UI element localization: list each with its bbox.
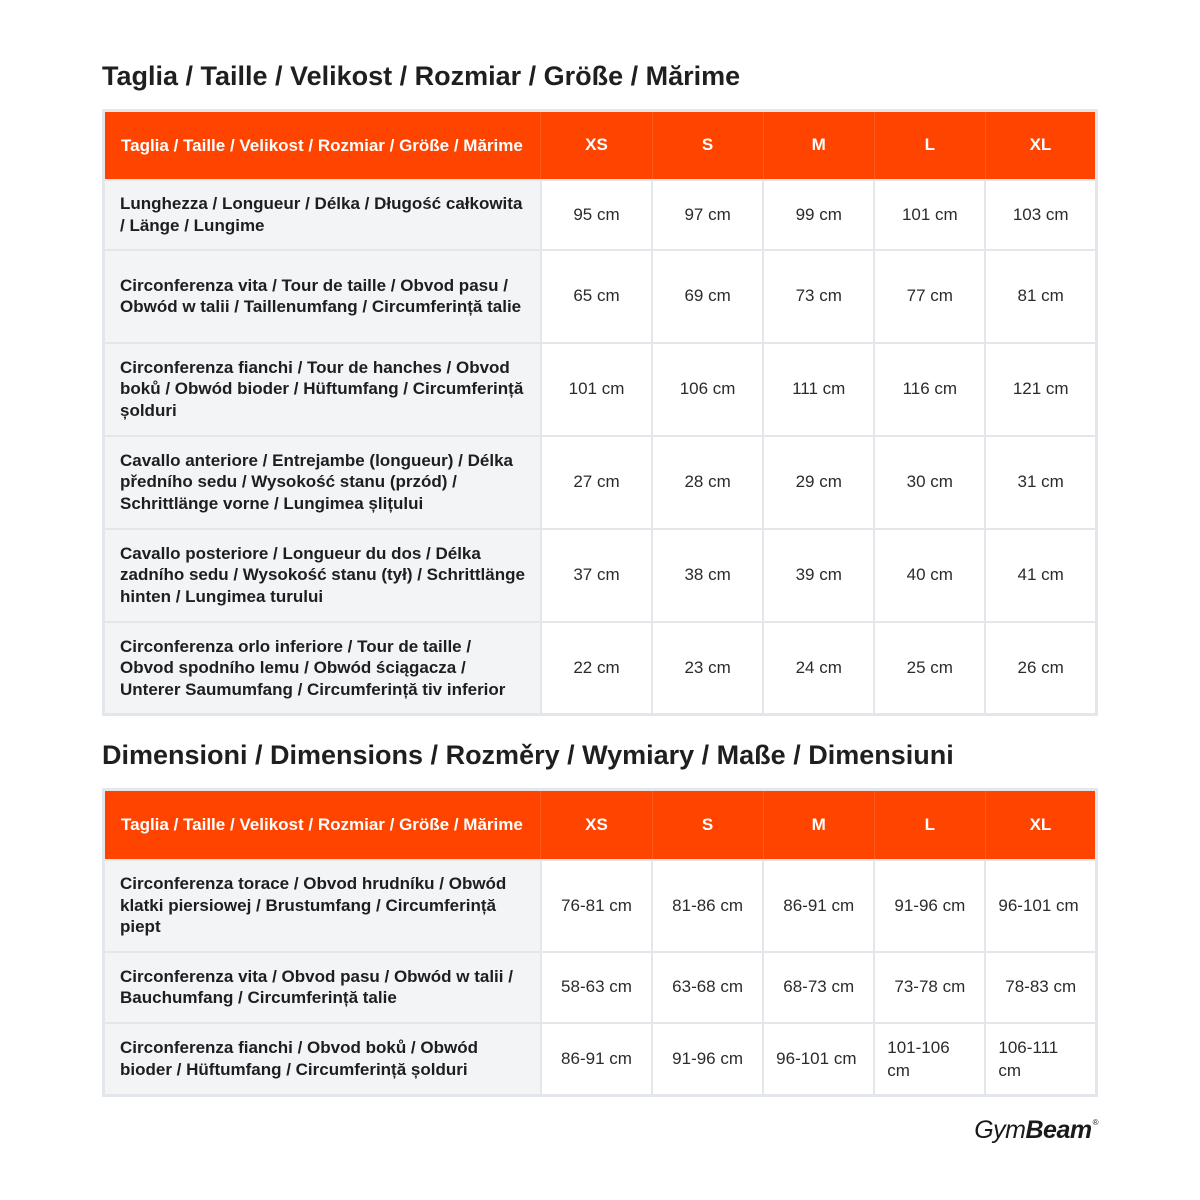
table-row (104, 343, 1097, 436)
cell-value: 96-101 cm (985, 860, 1096, 952)
cell-value: 103 cm (985, 180, 1096, 250)
header-label: Taglia / Taille / Velikost / Rozmiar / Größe / Mărime (104, 111, 541, 180)
cell-value: 37 cm (541, 529, 652, 622)
cell-value: 73-78 cm (874, 952, 985, 1023)
table-header-row (104, 790, 1097, 860)
cell-value: 97 cm (652, 180, 763, 250)
cell-value: 41 cm (985, 529, 1096, 622)
cell-value: 58-63 cm (541, 952, 652, 1023)
cell-value: 40 cm (874, 529, 985, 622)
row-label: Circonferenza fianchi / Tour de hanches / Obvod boků / Obwód bioder / Hüftumfang / Circumferință șolduri (104, 343, 541, 436)
table-row (104, 952, 1097, 1023)
cell-value: 26 cm (985, 622, 1096, 715)
header-size-xl: XL (985, 111, 1096, 180)
cell-value: 95 cm (541, 180, 652, 250)
cell-value: 73 cm (763, 250, 874, 343)
cell-value: 31 cm (985, 436, 1096, 529)
logo-text-gym: Gym (974, 1116, 1026, 1144)
table-row (104, 436, 1097, 529)
logo-text-beam: Beam (1025, 1116, 1092, 1144)
cell-value: 91-96 cm (874, 860, 985, 952)
table-row (104, 250, 1097, 343)
cell-value: 99 cm (763, 180, 874, 250)
table-row (104, 529, 1097, 622)
cell-value: 81 cm (985, 250, 1096, 343)
header-size-xs: XS (541, 111, 652, 180)
dimensions-table-title: Dimensioni / Dimensions / Rozměry / Wymiary / Maße / Dimensiuni (102, 740, 954, 770)
row-label: Circonferenza orlo inferiore / Tour de taille / Obvod spodního lemu / Obwód ściągacza / Unterer Saumumfang / Circumferință tiv inferior (104, 622, 541, 715)
table-row (104, 622, 1097, 715)
cell-value: 27 cm (541, 436, 652, 529)
cell-value: 91-96 cm (652, 1023, 763, 1096)
header-size-xl: XL (985, 790, 1096, 860)
cell-value: 65 cm (541, 250, 652, 343)
row-label: Circonferenza fianchi / Obvod boků / Obwód bioder / Hüftumfang / Circumferință șolduri (104, 1023, 541, 1096)
cell-value: 101 cm (874, 180, 985, 250)
header-size-l: L (874, 111, 985, 180)
cell-value: 86-91 cm (763, 860, 874, 952)
header-size-m: M (763, 790, 874, 860)
cell-value: 111 cm (763, 343, 874, 436)
header-label: Taglia / Taille / Velikost / Rozmiar / Größe / Mărime (104, 790, 541, 860)
cell-value: 69 cm (652, 250, 763, 343)
cell-value: 77 cm (874, 250, 985, 343)
cell-value: 116 cm (874, 343, 985, 436)
row-label: Circonferenza vita / Obvod pasu / Obwód w talii / Bauchumfang / Circumferință talie (104, 952, 541, 1023)
row-label: Circonferenza vita / Tour de taille / Obvod pasu / Obwód w talii / Taillenumfang / Circumferință talie (104, 250, 541, 343)
table-row (104, 180, 1097, 250)
header-size-xs: XS (541, 790, 652, 860)
header-size-l: L (874, 790, 985, 860)
header-size-s: S (652, 111, 763, 180)
cell-value: 76-81 cm (541, 860, 652, 952)
table-row (104, 860, 1097, 952)
dimensions-table (102, 788, 1098, 1097)
table-row (104, 1023, 1097, 1096)
size-table-title: Taglia / Taille / Velikost / Rozmiar / Größe / Mărime (102, 61, 741, 91)
cell-value: 24 cm (763, 622, 874, 715)
cell-value: 81-86 cm (652, 860, 763, 952)
cell-value: 86-91 cm (541, 1023, 652, 1096)
row-label: Circonferenza torace / Obvod hrudníku / Obwód klatki piersiowej / Brustumfang / Circumferință piept (104, 860, 541, 952)
row-label: Cavallo anteriore / Entrejambe (longueur) / Délka předního sedu / Wysokość stanu (przód) / Schrittlänge vorne / Lungimea șlițului (104, 436, 541, 529)
cell-value: 39 cm (763, 529, 874, 622)
cell-value: 121 cm (985, 343, 1096, 436)
cell-value: 106-111 cm (985, 1023, 1096, 1096)
registered-mark: ® (1092, 1118, 1098, 1127)
gymbeam-logo (974, 1116, 1098, 1145)
header-size-s: S (652, 790, 763, 860)
table-header-row (104, 111, 1097, 180)
header-size-m: M (763, 111, 874, 180)
cell-value: 106 cm (652, 343, 763, 436)
cell-value: 28 cm (652, 436, 763, 529)
cell-value: 23 cm (652, 622, 763, 715)
size-table (102, 109, 1098, 716)
row-label: Lunghezza / Longueur / Délka / Długość całkowita / Länge / Lungime (104, 180, 541, 250)
cell-value: 30 cm (874, 436, 985, 529)
cell-value: 63-68 cm (652, 952, 763, 1023)
cell-value: 96-101 cm (763, 1023, 874, 1096)
cell-value: 78-83 cm (985, 952, 1096, 1023)
cell-value: 22 cm (541, 622, 652, 715)
cell-value: 101 cm (541, 343, 652, 436)
cell-value: 101-106 cm (874, 1023, 985, 1096)
cell-value: 68-73 cm (763, 952, 874, 1023)
cell-value: 25 cm (874, 622, 985, 715)
row-label: Cavallo posteriore / Longueur du dos / Délka zadního sedu / Wysokość stanu (tył) / Schrittlänge hinten / Lungimea turului (104, 529, 541, 622)
cell-value: 29 cm (763, 436, 874, 529)
cell-value: 38 cm (652, 529, 763, 622)
